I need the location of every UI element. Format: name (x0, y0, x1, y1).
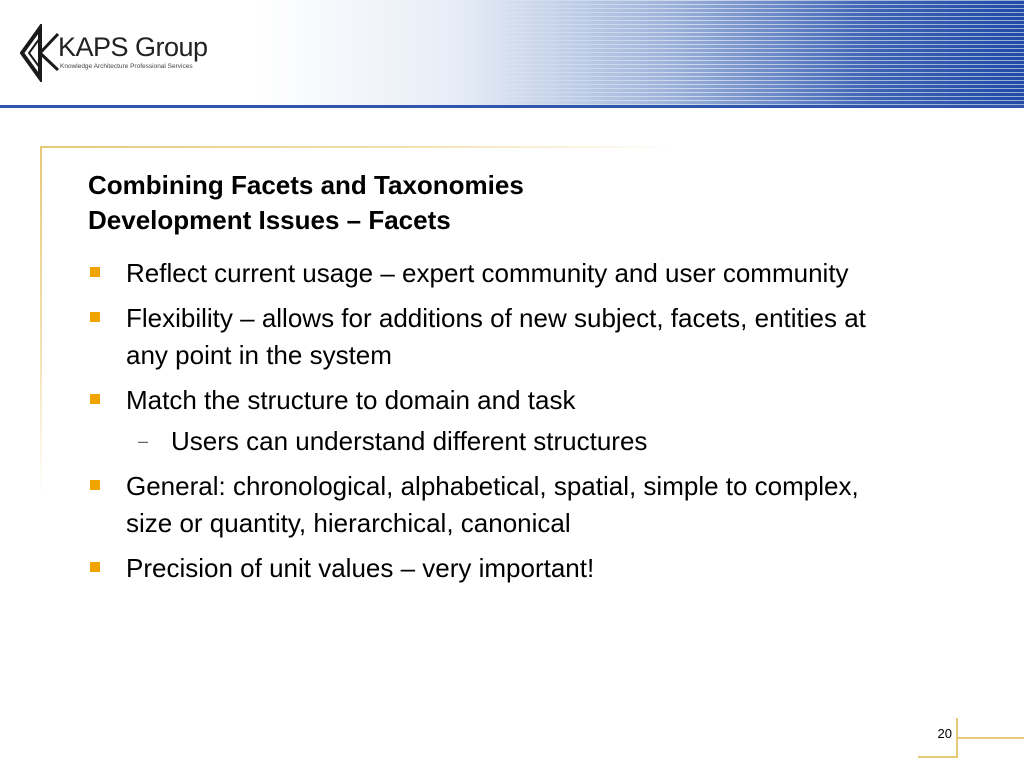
square-bullet-icon (90, 267, 100, 277)
slide-title (88, 168, 788, 238)
bullet-text: Reflect current usage – expert community and user community (126, 258, 849, 288)
square-bullet-icon (90, 312, 100, 322)
header-divider (0, 105, 1024, 108)
bullet-text: Precision of unit values – very important! (126, 553, 595, 583)
dash-bullet-icon: – (138, 431, 149, 451)
square-bullet-icon (90, 480, 100, 490)
kaps-group-logo (20, 24, 220, 82)
header-stripes (464, 0, 1024, 108)
sub-bullet-item (88, 423, 908, 460)
bullet-text: Flexibility – allows for additions of new subject, facets, entities at any point in the system (126, 303, 866, 370)
page-number-rule (958, 737, 1024, 739)
frame-accent-top (40, 146, 680, 148)
bullet-text: Match the structure to domain and task (126, 385, 576, 415)
bullet-item (88, 382, 908, 419)
page-number: 20 (937, 726, 952, 741)
frame-accent-left (40, 146, 42, 496)
square-bullet-icon (90, 394, 100, 404)
bullet-item (88, 550, 908, 587)
kaps-logo-icon (20, 24, 60, 82)
logo-wordmark: KAPS Group (58, 32, 208, 62)
slide-body (88, 255, 908, 595)
square-bullet-icon (90, 562, 100, 572)
bullet-item (88, 255, 908, 292)
title-line-2: Development Issues – Facets (88, 205, 451, 235)
bullet-item (88, 468, 908, 542)
bullet-text: General: chronological, alphabetical, spatial, simple to complex, size or quantity, hierarchical, canonical (126, 471, 859, 538)
logo-tagline: Knowledge Architecture Professional Services (60, 63, 193, 70)
title-line-1: Combining Facets and Taxonomies (88, 170, 524, 200)
sub-bullet-text: Users can understand different structures (171, 426, 648, 456)
bullet-item (88, 300, 908, 374)
